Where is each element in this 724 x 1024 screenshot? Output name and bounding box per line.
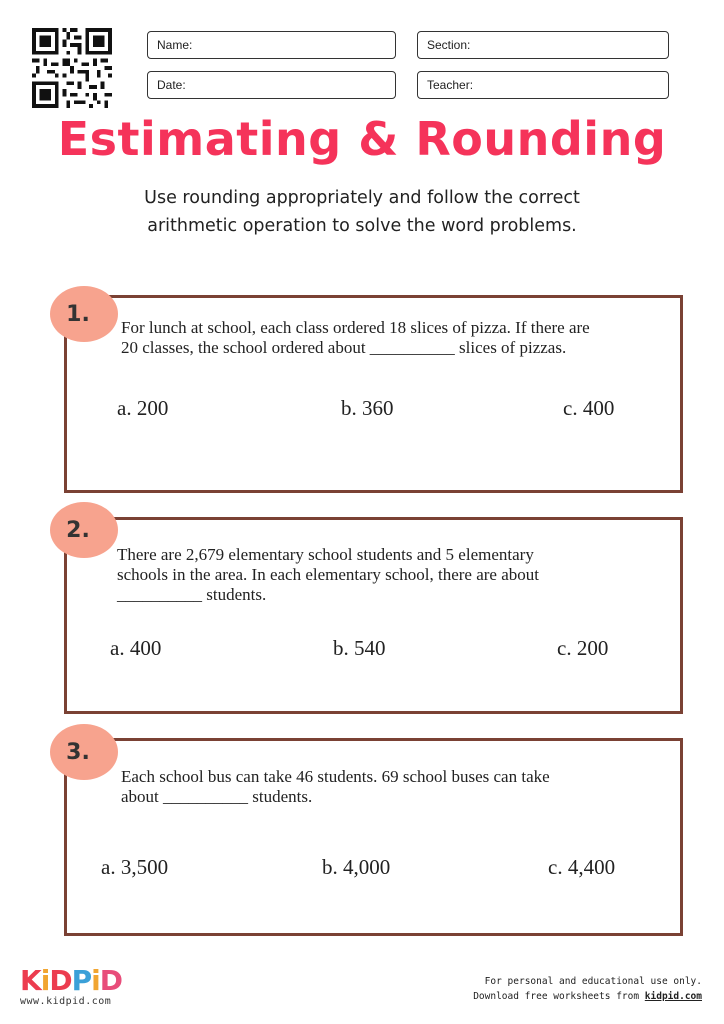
section-label: Section:: [427, 38, 471, 52]
section-field[interactable]: [417, 31, 669, 59]
question-text-line: There are 2,679 elementary school students and 5 elementary: [117, 545, 534, 564]
logo-letter: P: [71, 964, 92, 997]
option-c[interactable]: c. 4,400: [548, 855, 616, 879]
date-label: Date:: [157, 78, 186, 92]
footer-note-line-2: [473, 989, 702, 1004]
instructions: [80, 184, 644, 240]
question-3-text: [121, 767, 550, 807]
question-number-badge: 1.: [50, 286, 118, 342]
question-box-3: [64, 738, 683, 936]
logo-letter: D: [99, 964, 122, 997]
question-text-line: For lunch at school, each class ordered 18 slices of pizza. If there are: [121, 318, 590, 337]
qr-code: [32, 28, 112, 108]
question-text-line: 20 classes, the school ordered about __________ slices of pizzas.: [121, 338, 567, 357]
name-label: Name:: [157, 38, 193, 52]
website-url: www.kidpid.com: [20, 996, 112, 1007]
logo-letter: i: [91, 964, 100, 997]
option-a[interactable]: a. 200: [117, 396, 169, 420]
instructions-line-1: Use rounding appropriately and follow the correct: [144, 188, 580, 208]
option-a[interactable]: a. 3,500: [101, 855, 169, 879]
instructions-line-2: arithmetic operation to solve the word problems.: [147, 216, 577, 236]
question-text-line: about __________ students.: [121, 787, 313, 806]
question-box-2: [64, 517, 683, 714]
date-field[interactable]: [147, 71, 396, 99]
footer-link[interactable]: kidpid.com: [644, 991, 702, 1002]
question-text-line: __________ students.: [117, 585, 267, 604]
footer-note-line-1: For personal and educational use only.: [484, 976, 702, 987]
page-title: Estimating & Rounding: [57, 112, 667, 166]
question-box-1: [64, 295, 683, 493]
option-b[interactable]: b. 360: [341, 396, 394, 420]
kidpid-brand: [20, 966, 122, 1007]
option-c[interactable]: c. 200: [557, 636, 609, 660]
logo-letter: D: [49, 964, 72, 997]
option-a[interactable]: a. 400: [110, 636, 162, 660]
question-text-line: Each school bus can take 46 students. 69 school buses can take: [121, 767, 550, 786]
question-text-line: schools in the area. In each elementary school, there are about: [117, 565, 539, 584]
question-number-badge: 2.: [50, 502, 118, 558]
logo-letter: K: [20, 964, 41, 997]
teacher-field[interactable]: [417, 71, 669, 99]
option-b[interactable]: b. 540: [333, 636, 386, 660]
question-number-badge: 3.: [50, 724, 118, 780]
footer-note: [473, 974, 702, 1004]
name-field[interactable]: [147, 31, 396, 59]
question-2-text: [117, 545, 539, 605]
option-b[interactable]: b. 4,000: [322, 855, 391, 879]
logo-letter: i: [40, 964, 50, 997]
option-c[interactable]: c. 400: [563, 396, 615, 420]
teacher-label: Teacher:: [427, 78, 474, 92]
question-1-text: [121, 318, 590, 358]
kidpid-logo: [20, 966, 122, 996]
footer-note-prefix: Download free worksheets from: [473, 991, 645, 1002]
